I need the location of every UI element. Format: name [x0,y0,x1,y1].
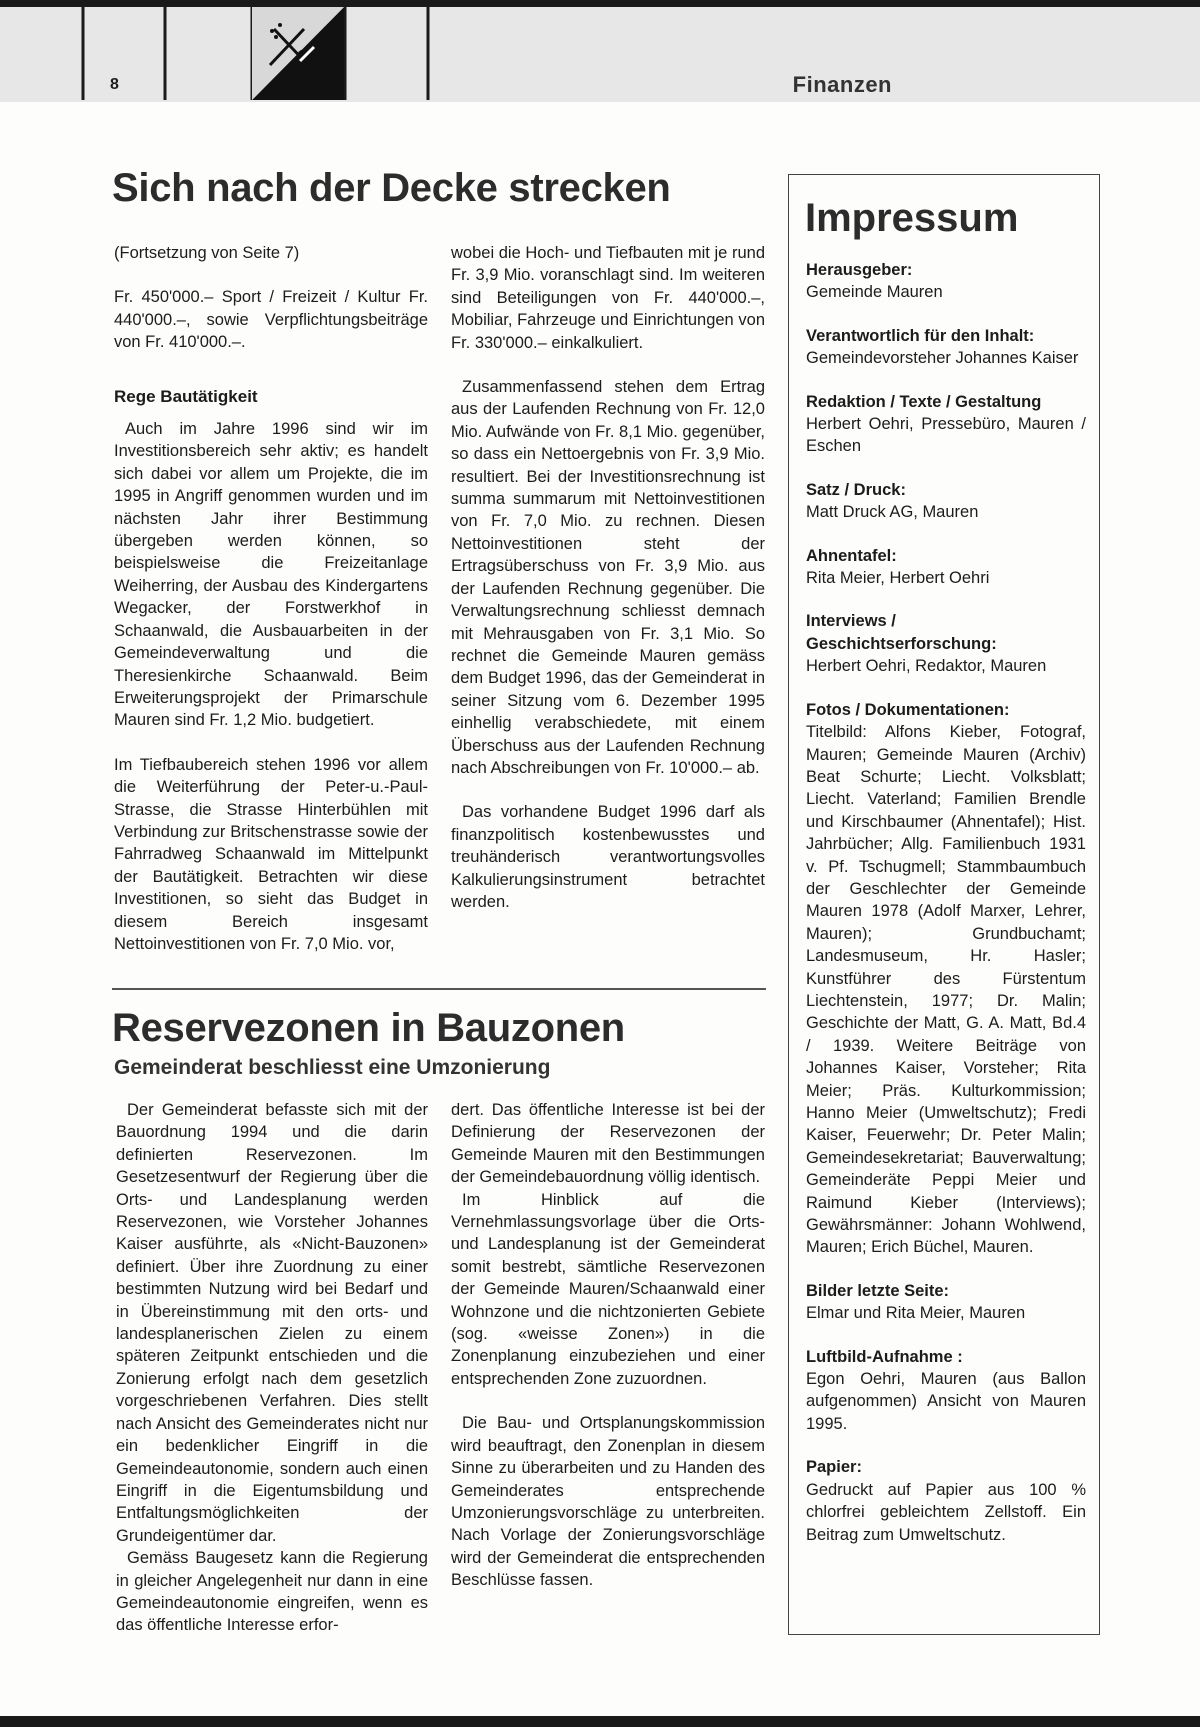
impressum-entry [806,545,1086,590]
continuation-note: (Fortsetzung von Seite 7) [114,244,300,262]
paragraph: Auch im Jahre 1996 sind wir im Investitionsbereich sehr aktiv; es handelt sich dabei vor allem um Projekte, die im 1995 in Angriff genommen wurden und im nächsten Jahr ihrer Bestimmung übergeben werden können, so beispielsweise die Freizeitanlage Weiherring, der Ausbau des Kindergartens Wegacker, der Forstwerkhof in Schaanwald, die Ausbauarbeiten in der Gemeindeverwaltung und die Theresienkirche Schaanwald. Beim Erweiterungsprojekt der Primarschule Mauren sind Fr. 1,2 Mio. budgetiert. [114,420,428,730]
impressum-value: Gemeindevorsteher Johannes Kaiser [806,349,1079,368]
impressum-entry [806,699,1086,1259]
impressum-label: Ahnentafel: [806,546,897,565]
paragraph: Die Bau- und Ortsplanungskommission wird beauftragt, den Zonenplan in diesem Sinne zu überarbeiten und zu Handen des Gemeinderates entsprechende Umzonierungsvorschläge zu unterbreiten. Nach Vorlage der Zonierungsvorschläge wird der Gemeinderat die entsprechenden Beschlüsse fassen. [451,1414,765,1590]
article-column-left [116,1099,428,1637]
impressum-value: Titelbild: Alfons Kieber, Fotograf, Mauren; Gemeinde Mauren (Archiv) Beat Schurte; Liecht. Volksblatt; Liecht. Vaterland; Familien Brendle und Kirschbaumer (Ahnentafel); Hist. Jahrbücher; Allg. Familienbuch 1931 v. Pf. Tschugmell; Stammbaumbuch der Geschlechter der Gemeinde Mauren 1978 (Adolf Marxer, Lehrer, Mauren); Grundbuchamt; Landesmuseum, Hr. Hasler; Kunstführer des Fürstentum Liechtenstein, 1977; Dr. Malin; Geschichte der Matt, G. A. Matt, Bd.4 / 1939. Weitere Beiträge von Johannes Kaiser, Vorsteher; Rita Meier; Präs. Kulturkommission; Hanno Meier (Umweltschutz); Fredi Kaiser, Feuerwehr; Dr. Peter Malin; Gemeindesekretariat; Bauverwaltung; Gemeinderäte Peppi Meier und Raimund Kieber (Interviews); Gewährsmänner: Johann Wohlwend, Mauren; Erich Büchel, Mauren. [806,723,1086,1257]
impressum-value: Gedruckt auf Papier aus 100 % chlorfrei gebleichtem Zellstoff. Ein Beitrag zum Umweltschutz. [806,1480,1086,1544]
impressum-label: Fotos / Dokumentationen: [806,700,1010,719]
paragraph: Gemäss Baugesetz kann die Regierung in gleicher Angelegenheit nur dann in eine Gemeindeautonomie eingreifen, wenn es das öffentliche Interesse erfor- [116,1549,428,1635]
impressum-value: Rita Meier, Herbert Oehri [806,569,990,588]
article-title: Reservezonen in Bauzonen [112,1006,625,1050]
impressum-value: Herbert Oehri, Redaktor, Mauren [806,657,1047,676]
impressum-label: Herausgeber: [806,261,913,279]
impressum-entry [806,479,1086,524]
article-divider [112,988,766,990]
bottom-rule [0,1716,1200,1727]
impressum-value: Herbert Oehri, Pressebüro, Mauren / Eschen [806,415,1086,456]
impressum-entry [806,391,1086,458]
impressum-label: Satz / Druck: [806,480,906,499]
paragraph: Im Hinblick auf die Vernehmlassungsvorlage über die Orts- und Landesplanung ist der Gemeinderat somit bestrebt, sämtliche Reservezonen der Gemeinde Mauren/Schaanwald einer Wohnzone und die nichtzonierten Gebiete (sog. «weisse Zonen») in die Zonenplanung einzubeziehen und einer entsprechenden Zone zuzuordnen. [451,1190,765,1388]
subheading: Rege Bautätigkeit [114,386,258,406]
paragraph: Fr. 450'000.– Sport / Freizeit / Kultur Fr. 440'000.–, sowie Verpflichtungsbeiträge von Fr. 410'000.–. [114,288,428,352]
article-column-left [114,242,428,955]
paragraph: dert. Das öffentliche Interesse ist bei der Definierung der Reservezonen der Gemeinde Mauren mit den Bestimmungen der Gemeindebauordnung völlig identisch. [451,1101,765,1187]
impressum-value: Matt Druck AG, Mauren [806,503,979,522]
impressum-label: Verantwortlich für den Inhalt: [806,326,1035,345]
impressum-value: Elmar und Rita Meier, Mauren [806,1304,1026,1323]
impressum-label: Luftbild-Aufnahme : [806,1347,963,1366]
impressum-entry [806,259,1086,304]
paragraph: Das vorhandene Budget 1996 darf als finanzpolitisch kostenbewusstes und treuhänderisch verantwortungsvolles Kalkulierungsinstrument betrachtet werden. [451,803,765,911]
page-number: 8 [110,76,119,93]
article-column-right [451,1099,765,1592]
article-column-right [451,242,765,913]
paragraph: Der Gemeinderat befasste sich mit der Bauordnung 1994 und die darin definierten Reservezonen. Im Gesetzesentwurf der Regierung über die Orts- und Landesplanung werden Reservezonen, wie Vorsteher Johannes Kaiser ausführte, als «Nicht-Bauzonen» definiert. Über ihre Zuordnung zu einer bestimmten Nutzung wird bei Bedarf und in Übereinstimmung mit den orts- und landesplanerischen Zielen zu einem späteren Zeitpunkt entschieden und die Zonierung erfolgt nach dem gesetzlich vorgeschriebenen Verfahren. Dies stellt nach Ansicht des Gemeinderates nicht nur ein bedenklicher Eingriff in die Gemeindeautonomie, sondern auch einen Eingriff in die Eigentumsbildung und Entfaltungsmöglichkeiten der Grundeigentümer dar. [116,1101,428,1545]
impressum-entry [806,610,1086,677]
impressum-label: Interviews / Geschichtserforschung: [806,612,997,653]
impressum-entry [806,325,1086,370]
impressum-label: Papier: [806,1458,862,1477]
impressum-value: Egon Oehri, Mauren (aus Ballon aufgenommen) Ansicht von Mauren 1995. [806,1370,1086,1433]
paragraph: Im Tiefbaubereich stehen 1996 vor allem die Weiterführung der Peter-u.-Paul-Strasse, die Strasse Hinterbühlen mit Verbindung zur Britschenstrasse sowie der Fahrradweg Schaanwald im Mittelpunkt der Bautätigkeit. Betrachten wir diese Investitionen, so sieht das Budget in diesem Bereich insgesamt Nettoinvestitionen von Fr. 7,0 Mio. vor, [114,755,428,953]
impressum-title: Impressum [805,196,1019,240]
paragraph: wobei die Hoch- und Tiefbauten mit je rund Fr. 3,9 Mio. voranschlagt sind. Im weiteren sind Beteiligungen von Fr. 440'000.–, Mobiliar, Fahrzeuge und Einrichtungen von Fr. 330'000.– einkalkuliert. [451,244,765,352]
impressum-entry [806,1456,1086,1546]
section-title: Finanzen [792,72,892,97]
article-title: Sich nach der Decke strecken [112,166,671,210]
paragraph: Zusammenfassend stehen dem Ertrag aus der Laufenden Rechnung von Fr. 12,0 Mio. Aufwände von Fr. 8,1 Mio. gegenüber, so dass ein Nettoergebnis von Fr. 3,9 Mio. resultiert. Bei der Investitionsrechnung ist summa summarum mit Nettoinvestitionen von Fr. 7,0 Mio. zu rechnen. Diesen Nettoinvestitionen steht der Ertragsüberschuss von Fr. 3,9 Mio. aus der Laufenden Rechnung gegenüber. Die Verwaltungsrechnung schliesst demnach mit Mehrausgaben von Fr. 3,1 Mio. So rechnet die Gemeinde Mauren gemäss dem Budget 1996, das der Gemeinderat in seiner Sitzung vom 6. Dezember 1995 einhellig verabschiedete, mit einem Überschuss aus der Laufenden Rechnung nach Abschreibungen von Fr. 10'000.– ab. [451,378,765,777]
impressum-entry [806,1280,1086,1325]
municipal-crest-icon [252,7,344,100]
impressum-list [806,259,1086,1567]
impressum-entry [806,1346,1086,1436]
article-subtitle: Gemeinderat beschliesst eine Umzonierung [114,1056,551,1079]
header-grid-lines [0,0,430,100]
impressum-label: Redaktion / Texte / Gestaltung [806,392,1042,411]
impressum-value: Gemeinde Mauren [806,283,943,302]
impressum-label: Bilder letzte Seite: [806,1281,950,1300]
